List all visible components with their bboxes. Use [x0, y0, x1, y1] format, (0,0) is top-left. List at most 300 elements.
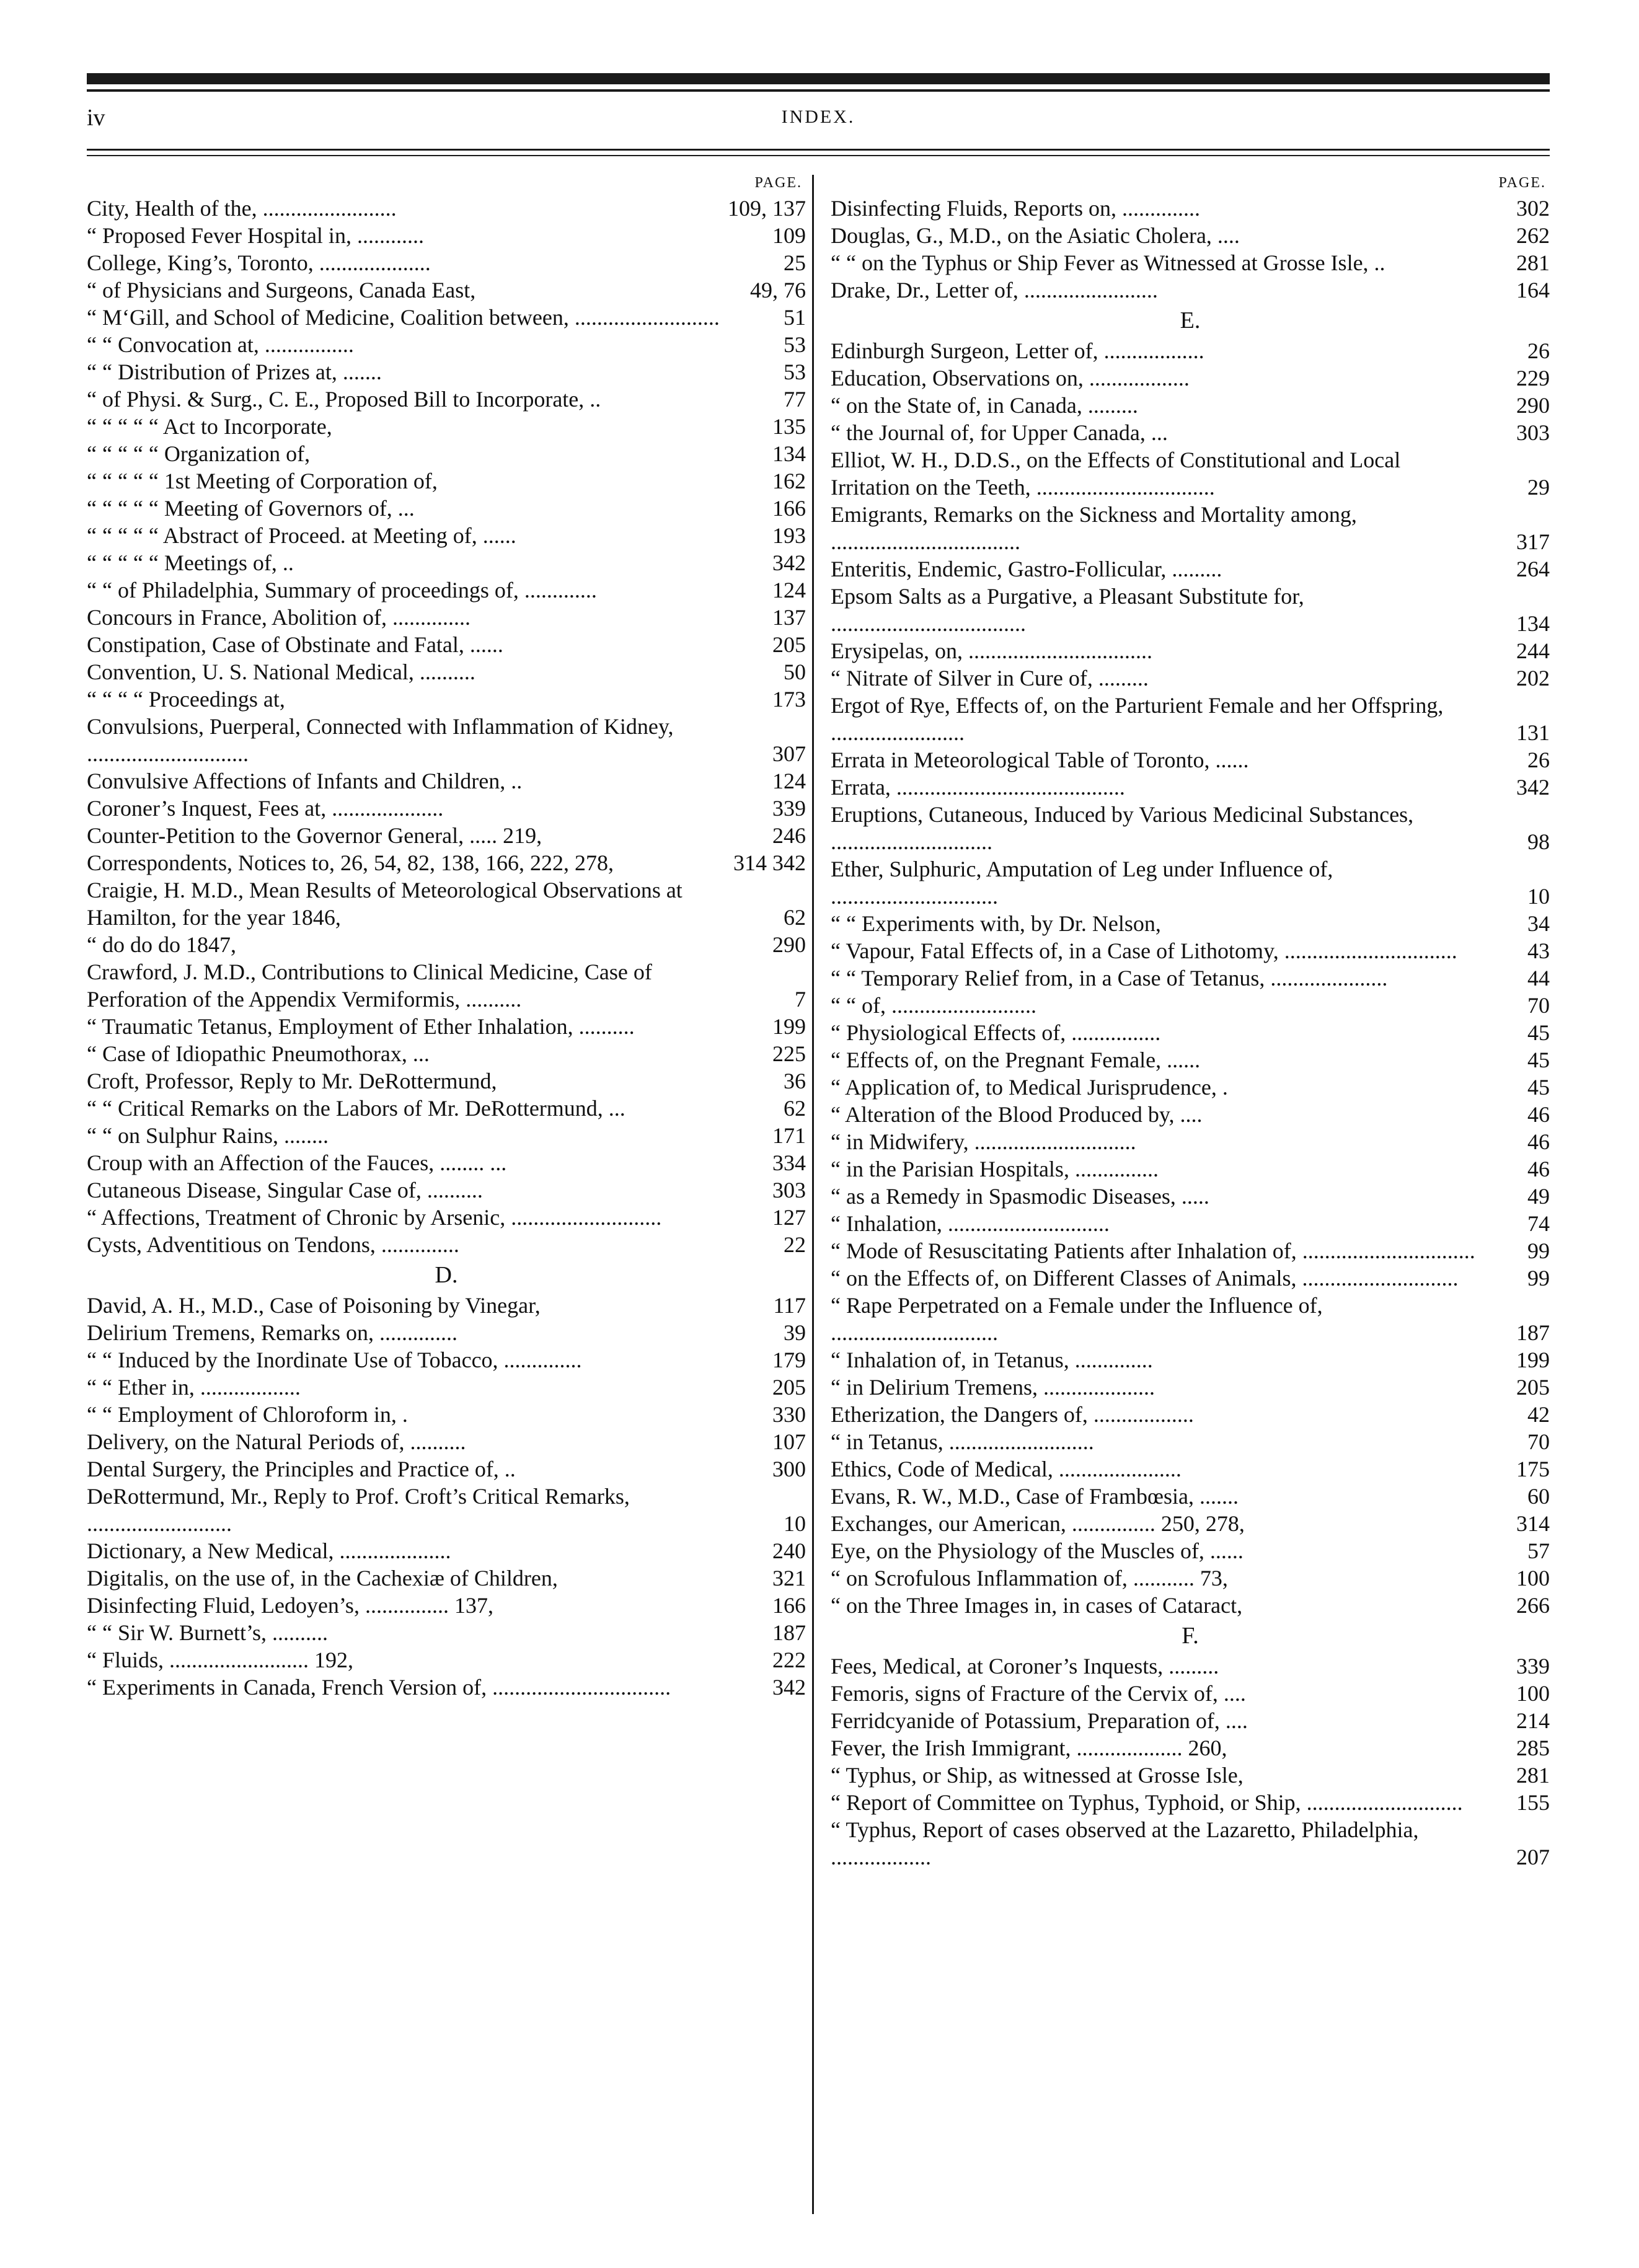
entry-page: 175	[1516, 1457, 1550, 1481]
entry-page: 60	[1527, 1484, 1550, 1509]
entry-page: 62	[784, 1096, 806, 1121]
index-entry	[831, 1592, 1550, 1619]
entry-page: 43	[1527, 938, 1550, 963]
index-entry	[831, 1019, 1550, 1046]
entry-page: 53	[784, 360, 806, 384]
index-entry	[87, 1619, 806, 1646]
index-entry	[831, 855, 1550, 910]
entry-page: 57	[1527, 1538, 1550, 1563]
index-entry	[831, 446, 1550, 501]
entry-text: “ “ of Philadelphia, Summary of proceedings of, .............	[87, 578, 597, 602]
index-entry	[831, 801, 1550, 855]
entry-page: 62	[784, 905, 806, 930]
index-entry	[831, 1510, 1550, 1537]
index-entry	[831, 1680, 1550, 1707]
entry-text: “ on the Three Images in, in cases of Cataract,	[831, 1593, 1243, 1618]
entry-page: 171	[772, 1123, 806, 1148]
entry-text: Epsom Salts as a Purgative, a Pleasant Substitute for, ...................................	[831, 584, 1304, 636]
index-entry	[87, 304, 806, 331]
entry-text: Exchanges, our American, ............... 250, 278,	[831, 1511, 1245, 1536]
index-entry	[87, 549, 806, 576]
entry-page: 173	[772, 687, 806, 712]
entry-text: City, Health of the, ........................	[87, 196, 397, 221]
index-entry	[831, 1564, 1550, 1592]
entry-page: 314 342	[733, 850, 806, 875]
index-entry	[831, 637, 1550, 664]
entry-text: “ “ Convocation at, ................	[87, 332, 354, 357]
entry-text: “ “ “ “ “ Meetings of, ..	[87, 550, 294, 575]
entry-page: 262	[1516, 223, 1550, 248]
index-entry	[831, 337, 1550, 364]
entry-text: Ergot of Rye, Effects of, on the Parturient Female and her Offspring, ........................	[831, 693, 1444, 745]
entry-page: 205	[772, 1375, 806, 1400]
entry-page: 51	[784, 305, 806, 330]
entry-text: “ Report of Committee on Typhus, Typhoid, or Ship, ............................	[831, 1790, 1463, 1815]
entry-page: 26	[1527, 338, 1550, 363]
entry-text: “ Fluids, ......................... 192,	[87, 1648, 354, 1672]
entry-page: 124	[772, 769, 806, 793]
index-entry	[831, 992, 1550, 1019]
entry-text: Crawford, J. M.D., Contributions to Clinical Medicine, Case of Perforation of the Appendix Vermiformis, ..........	[87, 960, 652, 1012]
entry-page: 281	[1516, 250, 1550, 275]
index-entry	[831, 1401, 1550, 1428]
entry-text: Emigrants, Remarks on the Sickness and Mortality among, ..................................	[831, 502, 1357, 554]
index-entry	[87, 276, 806, 304]
entry-text: Ethics, Code of Medical, ......................	[831, 1457, 1182, 1481]
entry-page: 29	[1527, 475, 1550, 500]
index-entry	[831, 1816, 1550, 1871]
index-entry	[831, 1707, 1550, 1734]
index-entry	[87, 386, 806, 413]
entry-page: 100	[1516, 1566, 1550, 1591]
entry-text: “ “ “ “ Proceedings at,	[87, 687, 285, 712]
index-entry	[831, 692, 1550, 746]
entry-page: 334	[772, 1150, 806, 1175]
entry-page: 302	[1516, 196, 1550, 221]
page-title: INDEX.	[781, 107, 855, 127]
index-entry	[831, 1652, 1550, 1680]
entry-text: “ “ Temporary Relief from, in a Case of Tetanus, .....................	[831, 966, 1388, 991]
entry-text: Errata in Meteorological Table of Toronto, ......	[831, 748, 1249, 772]
entry-page: 321	[772, 1566, 806, 1591]
index-entry	[831, 1237, 1550, 1264]
entry-text: Correspondents, Notices to, 26, 54, 82, 138, 166, 222, 278,	[87, 850, 614, 875]
entry-text: “ M‘Gill, and School of Medicine, Coalition between, ..........................	[87, 305, 720, 330]
entry-text: Croup with an Affection of the Fauces, ........ ...	[87, 1150, 507, 1175]
index-entry	[831, 1455, 1550, 1483]
index-entry	[87, 358, 806, 386]
entry-page: 342	[1516, 775, 1550, 800]
entry-text: Eye, on the Physiology of the Muscles of, ......	[831, 1538, 1244, 1563]
index-entry	[831, 195, 1550, 222]
index-entry	[87, 1401, 806, 1428]
index-entry	[87, 1319, 806, 1346]
entry-page: 281	[1516, 1763, 1550, 1788]
entry-text: David, A. H., M.D., Case of Poisoning by Vinegar,	[87, 1293, 541, 1318]
entry-text: Etherization, the Dangers of, ..................	[831, 1402, 1194, 1427]
index-entry	[87, 767, 806, 795]
entry-page: 179	[772, 1348, 806, 1372]
entry-page: 77	[784, 387, 806, 412]
entry-text: “ “ “ “ “ Abstract of Proceed. at Meeting of, ......	[87, 523, 516, 548]
index-entry	[87, 1095, 806, 1122]
entry-text: “ Affections, Treatment of Chronic by Arsenic, ...........................	[87, 1205, 662, 1230]
index-entry	[831, 1734, 1550, 1762]
entry-page: 107	[772, 1429, 806, 1454]
entry-page: 339	[1516, 1654, 1550, 1679]
index-entry	[831, 1128, 1550, 1155]
entry-page: 330	[772, 1402, 806, 1427]
entry-page: 45	[1527, 1075, 1550, 1100]
entry-page: 205	[1516, 1375, 1550, 1400]
index-entry	[87, 1483, 806, 1537]
index-entry	[87, 658, 806, 686]
entry-text: Croft, Professor, Reply to Mr. DeRottermund,	[87, 1069, 497, 1093]
entry-text: Fever, the Irish Immigrant, ................... 260,	[831, 1736, 1227, 1760]
entry-text: “ on the State of, in Canada, .........	[831, 393, 1138, 418]
entry-text: “ Nitrate of Silver in Cure of, .........	[831, 666, 1149, 691]
index-entry	[831, 1346, 1550, 1374]
entry-text: “ “ of, ..........................	[831, 993, 1036, 1018]
index-entry	[87, 849, 806, 876]
index-entry	[831, 1101, 1550, 1128]
entry-page: 25	[784, 250, 806, 275]
index-entry	[831, 664, 1550, 692]
entry-text: Edinburgh Surgeon, Letter of, ..................	[831, 338, 1204, 363]
entry-page: 307	[772, 741, 806, 766]
entry-page: 187	[772, 1620, 806, 1645]
header-rule-thin	[87, 155, 1550, 156]
entry-text: Drake, Dr., Letter of, ........................	[831, 278, 1158, 302]
entry-text: Ferridcyanide of Potassium, Preparation of, ....	[831, 1708, 1248, 1733]
index-entry	[831, 1210, 1550, 1237]
entry-text: “ of Physi. & Surg., C. E., Proposed Bill to Incorporate, ..	[87, 387, 601, 412]
entry-page: 131	[1516, 720, 1550, 745]
entry-page: 10	[1527, 884, 1550, 909]
entry-text: Delivery, on the Natural Periods of, ..........	[87, 1429, 466, 1454]
entry-text: “ Typhus, or Ship, as witnessed at Grosse Isle,	[831, 1763, 1244, 1788]
index-entry	[87, 331, 806, 358]
entry-text: Errata, .........................................	[831, 775, 1125, 800]
section-letter: F.	[1182, 1623, 1199, 1649]
entry-text: Elliot, W. H., D.D.S., on the Effects of Constitutional and Local Irritation on the Teeth, ................................	[831, 448, 1401, 500]
entry-page: 98	[1527, 829, 1550, 854]
index-entry	[87, 1564, 806, 1592]
entry-text: Disinfecting Fluid, Ledoyen’s, ............... 137,	[87, 1593, 493, 1618]
entry-page: 127	[772, 1205, 806, 1230]
entry-text: “ Mode of Resuscitating Patients after Inhalation of, ...............................	[831, 1238, 1475, 1263]
index-entry	[87, 1674, 806, 1701]
index-entry	[831, 964, 1550, 992]
index-entry	[831, 1428, 1550, 1455]
entry-page: 339	[772, 796, 806, 821]
entry-text: Counter-Petition to the Governor General, ..... 219,	[87, 823, 542, 848]
index-entry	[87, 1040, 806, 1067]
index-entry	[831, 364, 1550, 392]
index-entry	[87, 195, 806, 222]
entry-page: 137	[772, 605, 806, 630]
index-entry	[87, 604, 806, 631]
entry-page: 342	[772, 1675, 806, 1700]
index-entry	[831, 1762, 1550, 1789]
entry-page: 290	[772, 932, 806, 957]
page-number: iv	[87, 105, 105, 131]
entry-text: DeRottermund, Mr., Reply to Prof. Croft’s Critical Remarks, ..........................	[87, 1484, 630, 1536]
entry-text: “ Traumatic Tetanus, Employment of Ether Inhalation, ..........	[87, 1014, 635, 1039]
entry-text: “ “ Critical Remarks on the Labors of Mr. DeRottermund, ...	[87, 1096, 625, 1121]
entry-text: Convulsions, Puerperal, Connected with Inflammation of Kidney, .............................	[87, 714, 674, 766]
entry-page: 264	[1516, 557, 1550, 581]
entry-page: 26	[1527, 748, 1550, 772]
index-entry	[87, 876, 806, 931]
entry-text: “ in Delirium Tremens, ....................	[831, 1375, 1155, 1400]
entry-page: 199	[1516, 1348, 1550, 1372]
entry-text: “ “ Experiments with, by Dr. Nelson,	[831, 911, 1161, 936]
entry-text: Dictionary, a New Medical, ....................	[87, 1538, 451, 1563]
entry-text: “ “ Ether in, ..................	[87, 1375, 301, 1400]
entry-text: “ Case of Idiopathic Pneumothorax, ...	[87, 1041, 430, 1066]
entry-text: Education, Observations on, ..................	[831, 366, 1190, 391]
entry-page: 45	[1527, 1048, 1550, 1072]
index-entry	[87, 1346, 806, 1374]
entry-text: Dental Surgery, the Principles and Practice of, ..	[87, 1457, 516, 1481]
entry-text: “ “ “ “ “ Organization of,	[87, 441, 311, 466]
entry-text: “ on Scrofulous Inflammation of, ........... 73,	[831, 1566, 1228, 1591]
entry-text: Enteritis, Endemic, Gastro-Follicular, .........	[831, 557, 1222, 581]
index-entry	[87, 958, 806, 1013]
entry-page: 10	[784, 1511, 806, 1536]
index-entry	[87, 413, 806, 440]
entry-page: 70	[1527, 1429, 1550, 1454]
index-entry	[87, 795, 806, 822]
entry-page: 44	[1527, 966, 1550, 991]
entry-text: Erysipelas, on, .................................	[831, 638, 1152, 663]
entry-page: 166	[772, 496, 806, 521]
page-column-label: PAGE.	[1498, 175, 1546, 191]
index-entry	[831, 746, 1550, 774]
entry-text: College, King’s, Toronto, ....................	[87, 250, 431, 275]
index-entry	[87, 931, 806, 958]
entry-text: Disinfecting Fluids, Reports on, ..............	[831, 196, 1200, 221]
index-entry	[87, 1013, 806, 1040]
entry-page: 225	[772, 1041, 806, 1066]
entry-text: Constipation, Case of Obstinate and Fatal, ......	[87, 632, 503, 657]
entry-text: “ “ “ “ “ Act to Incorporate,	[87, 414, 332, 439]
entry-text: “ Proposed Fever Hospital in, ............	[87, 223, 424, 248]
index-column-right	[831, 175, 1550, 1871]
entry-text: Convention, U. S. National Medical, ..........	[87, 660, 475, 684]
column-divider	[812, 175, 814, 2214]
entry-page: 135	[772, 414, 806, 439]
index-entry	[831, 1046, 1550, 1074]
index-entry	[831, 774, 1550, 801]
entry-page: 155	[1516, 1790, 1550, 1815]
index-entry	[87, 1537, 806, 1564]
entry-text: Fees, Medical, at Coroner’s Inquests, .........	[831, 1654, 1219, 1679]
entry-page: 202	[1516, 666, 1550, 691]
index-entry	[831, 1074, 1550, 1101]
index-entry	[831, 1483, 1550, 1510]
index-entry	[831, 501, 1550, 555]
entry-text: Douglas, G., M.D., on the Asiatic Cholera, ....	[831, 223, 1240, 248]
entry-text: Ether, Sulphuric, Amputation of Leg under Influence of, ..............................	[831, 857, 1333, 909]
entry-text: “ “ on the Typhus or Ship Fever as Witnessed at Grosse Isle, ..	[831, 250, 1385, 275]
entry-page: 117	[773, 1293, 806, 1318]
index-entry	[87, 1122, 806, 1149]
entry-page: 314	[1516, 1511, 1550, 1536]
entry-text: “ Experiments in Canada, French Version of, ................................	[87, 1675, 671, 1700]
entry-page: 74	[1527, 1211, 1550, 1236]
entry-text: “ Application of, to Medical Jurisprudence, .	[831, 1075, 1228, 1100]
entry-page: 229	[1516, 366, 1550, 391]
entry-text: Coroner’s Inquest, Fees at, ....................	[87, 796, 444, 821]
entry-page: 53	[784, 332, 806, 357]
entry-page: 244	[1516, 638, 1550, 663]
entry-page: 266	[1516, 1593, 1550, 1618]
index-entry	[87, 822, 806, 849]
entry-text: “ Effects of, on the Pregnant Female, ......	[831, 1048, 1201, 1072]
entry-text: “ in Tetanus, ..........................	[831, 1429, 1094, 1454]
entry-page: 342	[772, 550, 806, 575]
index-entry	[87, 1428, 806, 1455]
entry-page: 99	[1527, 1266, 1550, 1291]
running-header	[87, 104, 1550, 141]
index-entry	[87, 1592, 806, 1619]
index-entry	[831, 1292, 1550, 1346]
entry-text: “ Physiological Effects of, ................	[831, 1020, 1161, 1045]
entry-page: 109, 137	[728, 196, 806, 221]
index-entry	[87, 1292, 806, 1319]
index-entry	[87, 249, 806, 276]
entry-page: 317	[1516, 529, 1550, 554]
entry-page: 49, 76	[750, 278, 806, 302]
entry-page: 50	[784, 660, 806, 684]
index-entry	[87, 1067, 806, 1095]
entry-page: 207	[1516, 1845, 1550, 1869]
entry-text: “ in the Parisian Hospitals, ...............	[831, 1157, 1159, 1181]
entry-page: 246	[772, 823, 806, 848]
index-entry	[831, 1537, 1550, 1564]
header-rule	[87, 149, 1550, 151]
index-entry	[87, 1455, 806, 1483]
entry-text: Cutaneous Disease, Singular Case of, ..........	[87, 1178, 483, 1202]
index-entry	[831, 583, 1550, 637]
page-column-label: PAGE.	[754, 175, 802, 191]
entry-page: 100	[1516, 1681, 1550, 1706]
index-entry	[831, 1264, 1550, 1292]
entry-page: 303	[772, 1178, 806, 1202]
index-entry	[87, 467, 806, 495]
entry-page: 124	[772, 578, 806, 602]
entry-text: “ the Journal of, for Upper Canada, ...	[831, 420, 1168, 445]
entry-page: 134	[1516, 611, 1550, 636]
entry-page: 134	[772, 441, 806, 466]
entry-page: 22	[784, 1232, 806, 1257]
top-thin-rule	[87, 89, 1550, 92]
entry-text: “ “ Sir W. Burnett’s, ..........	[87, 1620, 328, 1645]
entry-text: “ Inhalation of, in Tetanus, ..............	[831, 1348, 1153, 1372]
index-entry	[831, 1183, 1550, 1210]
entry-text: Cysts, Adventitious on Tendons, ..............	[87, 1232, 459, 1257]
index-entry	[87, 1374, 806, 1401]
entry-text: “ of Physicians and Surgeons, Canada East,	[87, 278, 476, 302]
entry-text: “ in Midwifery, .............................	[831, 1129, 1136, 1154]
entry-text: “ “ on Sulphur Rains, ........	[87, 1123, 329, 1148]
entry-page: 205	[772, 632, 806, 657]
entry-text: “ “ Induced by the Inordinate Use of Tobacco, ..............	[87, 1348, 582, 1372]
entry-text: “ “ “ “ “ Meeting of Governors of, ...	[87, 496, 415, 521]
index-entry	[831, 249, 1550, 276]
index-entry	[831, 419, 1550, 446]
entry-page: 222	[772, 1648, 806, 1672]
index-entry	[831, 222, 1550, 249]
entry-text: Concours in France, Abolition of, ..............	[87, 605, 470, 630]
entry-text: “ “ Distribution of Prizes at, .......	[87, 360, 382, 384]
index-entry	[831, 1155, 1550, 1183]
entry-page: 34	[1527, 911, 1550, 936]
entry-text: Femoris, signs of Fracture of the Cervix of, ....	[831, 1681, 1246, 1706]
index-entry	[87, 1176, 806, 1204]
entry-text: Craigie, H. M.D., Mean Results of Meteorological Observations at Hamilton, for the year 1846,	[87, 878, 683, 930]
index-entry	[87, 222, 806, 249]
index-entry	[831, 910, 1550, 937]
entry-page: 39	[784, 1320, 806, 1345]
entry-text: “ Inhalation, .............................	[831, 1211, 1110, 1236]
entry-page: 46	[1527, 1102, 1550, 1127]
entry-page: 193	[772, 523, 806, 548]
entry-page: 285	[1516, 1736, 1550, 1760]
index-entry	[87, 713, 806, 767]
index-entry	[87, 1149, 806, 1176]
entry-text: “ as a Remedy in Spasmodic Diseases, .....	[831, 1184, 1209, 1209]
entry-text: “ Typhus, Report of cases observed at the Lazaretto, Philadelphia, ..................	[831, 1817, 1419, 1869]
entry-page: 46	[1527, 1157, 1550, 1181]
top-heavy-rule	[87, 73, 1550, 84]
index-column-left	[87, 175, 806, 1701]
entry-list	[87, 195, 806, 1701]
entry-page: 46	[1527, 1129, 1550, 1154]
index-entry	[831, 555, 1550, 583]
entry-page: 166	[772, 1593, 806, 1618]
entry-page: 36	[784, 1069, 806, 1093]
index-entry	[87, 495, 806, 522]
entry-text: Delirium Tremens, Remarks on, ..............	[87, 1320, 457, 1345]
section-letter: E.	[1180, 307, 1201, 333]
entry-text: Evans, R. W., M.D., Case of Frambœsia, .......	[831, 1484, 1239, 1509]
entry-page: 303	[1516, 420, 1550, 445]
entry-page: 45	[1527, 1020, 1550, 1045]
index-entry	[87, 1231, 806, 1258]
index-entry	[831, 1789, 1550, 1816]
entry-list	[831, 195, 1550, 1871]
index-entry	[831, 392, 1550, 419]
index-entry	[87, 631, 806, 658]
entry-text: “ Alteration of the Blood Produced by, ....	[831, 1102, 1203, 1127]
entry-text: “ do do do 1847,	[87, 932, 236, 957]
entry-text: “ “ “ “ “ 1st Meeting of Corporation of,	[87, 469, 438, 493]
index-entry	[87, 1204, 806, 1231]
index-entry	[87, 1646, 806, 1674]
entry-page: 7	[795, 987, 806, 1012]
entry-text: “ on the Effects of, on Different Classes of Animals, ............................	[831, 1266, 1459, 1291]
section-letter: D.	[435, 1262, 458, 1288]
index-entry	[87, 686, 806, 713]
index-entry	[87, 576, 806, 604]
entry-page: 187	[1516, 1320, 1550, 1345]
entry-page: 164	[1516, 278, 1550, 302]
index-entry	[831, 276, 1550, 304]
entry-page: 70	[1527, 993, 1550, 1018]
